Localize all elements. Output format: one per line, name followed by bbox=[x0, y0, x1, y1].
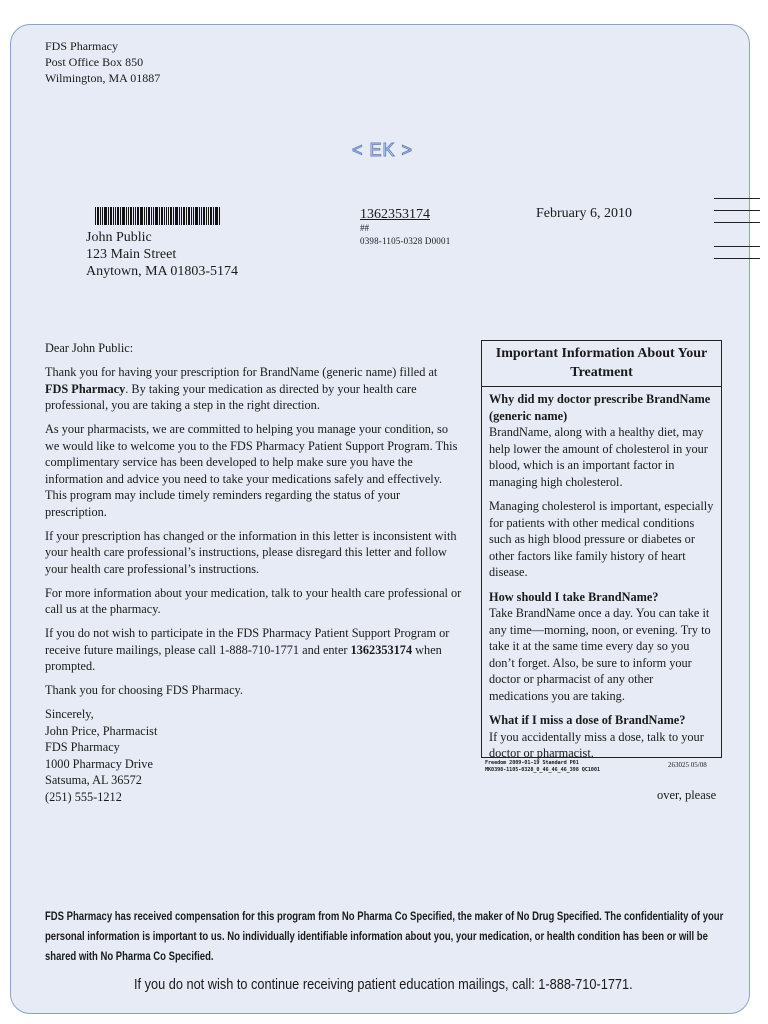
return-address-line: Wilmington, MA 01887 bbox=[45, 71, 161, 85]
barcode-bar bbox=[208, 207, 209, 225]
answer-3: If you accidentally miss a dose, talk to your doctor or pharmacist. bbox=[489, 729, 704, 760]
barcode-bar bbox=[122, 207, 125, 225]
fold-mark bbox=[714, 222, 760, 223]
barcode-bar bbox=[193, 207, 194, 225]
paragraph-5 bbox=[45, 625, 463, 675]
fold-mark bbox=[714, 198, 760, 199]
barcode-bar bbox=[159, 207, 160, 225]
recipient-address bbox=[86, 229, 238, 280]
barcode-bar bbox=[148, 207, 150, 225]
barcode-bar bbox=[115, 207, 116, 225]
text: when prompted. bbox=[45, 642, 442, 673]
letter-date: February 6, 2010 bbox=[536, 206, 633, 221]
text: Thank you for having your prescription for BrandName (generic name) filled at bbox=[45, 365, 438, 379]
barcode-bar bbox=[144, 207, 145, 225]
barcode-bar bbox=[195, 207, 198, 225]
barcode-bar bbox=[173, 207, 174, 225]
print-code-line: MK0398-1105-0328_0_46_46_46_398 QC1001 bbox=[485, 767, 600, 773]
barcode-bar bbox=[108, 207, 109, 225]
optout-code: 1362353174 bbox=[350, 642, 413, 657]
barcode-bar bbox=[175, 207, 178, 225]
recipient-city: Anytown, MA 01803-5174 bbox=[86, 264, 239, 279]
barcode-bar bbox=[215, 207, 218, 225]
barcode-bar bbox=[137, 207, 139, 225]
answer-2: Take BrandName once a day. You can take it any time—morning, noon, or evening. Try to take it at the same time every day so you don’t forget. Also, be sure to inform your doctor or pharmacist of any other medications you are taking. bbox=[489, 606, 711, 703]
barcode-bar bbox=[183, 207, 185, 225]
barcode-bar bbox=[181, 207, 182, 225]
disclaimer: FDS Pharmacy has received compensation for this program from No Pharma Co Specified, the maker of No Drug Specified. The confidentiality of your personal information is important to us. No individually identifiable information about you, your medication, or health condition has been or will be shared with No Pharma Co Specified. bbox=[45, 910, 724, 963]
barcode-bar bbox=[110, 207, 112, 225]
signature-block bbox=[45, 706, 463, 805]
barcode-bar bbox=[166, 207, 167, 225]
signer-street: 1000 Pharmacy Drive bbox=[45, 756, 153, 771]
reference-hash: ## bbox=[360, 223, 369, 233]
barcode-bar bbox=[113, 207, 114, 225]
signer-city: Satsuma, AL 36572 bbox=[45, 773, 142, 787]
pharmacy-name: FDS Pharmacy bbox=[45, 381, 126, 396]
recipient-name: John Public bbox=[86, 230, 152, 245]
barcode-bar bbox=[120, 207, 121, 225]
barcode-bar bbox=[206, 207, 207, 225]
barcode-bar bbox=[161, 207, 163, 225]
barcode-bar bbox=[188, 207, 190, 225]
info-box-body bbox=[482, 387, 721, 762]
barcode-bar bbox=[140, 207, 143, 225]
fold-marks bbox=[714, 198, 760, 268]
return-address-line: FDS Pharmacy bbox=[45, 39, 118, 53]
optout-notice: If you do not wish to continue receiving patient education mailings, call: 1-888-710-1771. bbox=[134, 977, 633, 993]
barcode-bar bbox=[170, 207, 172, 225]
reference-number: 1362353174 bbox=[360, 207, 430, 222]
text: . By taking your medication as directed by your health care professional, you are taking a step in the right direction. bbox=[45, 381, 417, 412]
paragraph-2: As your pharmacists, we are committed to helping you manage your condition, so we would like to welcome you to the FDS Pharmacy Patient Support Program. This complimentary service has been developed to help make sure you have the information and advice you need to take your medications safely and effectively. This program may include timely reminders regarding the status of your prescription. bbox=[45, 422, 458, 519]
reference-code: 0398-1105-0328 D0001 bbox=[360, 236, 451, 246]
fold-mark bbox=[714, 246, 760, 247]
barcode-bar bbox=[210, 207, 212, 225]
fold-mark bbox=[714, 258, 760, 259]
signer-org: FDS Pharmacy bbox=[45, 740, 120, 754]
return-address bbox=[45, 38, 160, 86]
recipient-street: 123 Main Street bbox=[86, 247, 177, 262]
barcode-bar bbox=[219, 207, 220, 225]
barcode-bar bbox=[128, 207, 129, 225]
fold-mark bbox=[714, 210, 760, 211]
barcode-bar bbox=[201, 207, 202, 225]
closing: Sincerely, bbox=[45, 707, 94, 721]
paragraph-3: If your prescription has changed or the information in this letter is inconsistent with your health care professional’s instructions, please disregard this letter and follow your health care professional’s instructions. bbox=[45, 528, 457, 576]
barcode-bar bbox=[126, 207, 127, 225]
barcode-bar bbox=[203, 207, 205, 225]
barcode-bar bbox=[133, 207, 134, 225]
barcode-bar bbox=[155, 207, 158, 225]
barcode-bar bbox=[104, 207, 107, 225]
barcode-bar bbox=[168, 207, 169, 225]
info-box-title: Important Information About Your Treatment bbox=[482, 341, 721, 387]
barcode-bar bbox=[151, 207, 152, 225]
barcode-bar bbox=[100, 207, 101, 225]
signer-phone: (251) 555-1212 bbox=[45, 789, 122, 804]
barcode-bar bbox=[153, 207, 154, 225]
barcode-bar bbox=[179, 207, 180, 225]
barcode-bar bbox=[199, 207, 200, 225]
paragraph-1 bbox=[45, 364, 463, 414]
barcode-bar bbox=[117, 207, 119, 225]
question-2: How should I take BrandName? bbox=[489, 589, 659, 604]
barcode-bar bbox=[97, 207, 99, 225]
answer-1b: Managing cholesterol is important, especially for patients with other medical conditions such as high blood pressure or diabetes or other factors like family history of heart disease. bbox=[489, 499, 714, 579]
barcode-bar bbox=[164, 207, 165, 225]
question-1: Why did my doctor prescribe BrandName (generic name) bbox=[489, 392, 711, 423]
barcode-bar bbox=[213, 207, 214, 225]
barcode-bar bbox=[186, 207, 187, 225]
print-code-line: Freedom 2009-01-19 Standard P01 bbox=[485, 760, 579, 766]
print-code-right: 263025 05/08 bbox=[668, 761, 707, 769]
barcode-bar bbox=[102, 207, 103, 225]
ek-mark: < EK > bbox=[352, 140, 414, 160]
return-address-line: Post Office Box 850 bbox=[45, 55, 144, 69]
signer-name: John Price, Pharmacist bbox=[45, 723, 158, 738]
answer-1: BrandName, along with a healthy diet, may help lower the amount of cholesterol in your blood, which is an important factor in managing high cholesterol. bbox=[489, 425, 708, 489]
text: If you do not wish to participate in the FDS Pharmacy Patient Support Program or receive future mailings, please call 1-888-710-1771 and enter bbox=[45, 626, 450, 657]
info-box bbox=[481, 340, 722, 758]
letter-body bbox=[45, 340, 463, 805]
barcode-bar bbox=[135, 207, 136, 225]
barcode-bar bbox=[191, 207, 192, 225]
over-please: over, please bbox=[657, 788, 717, 802]
salutation: Dear John Public: bbox=[45, 341, 134, 355]
question-3: What if I miss a dose of BrandName? bbox=[489, 713, 686, 727]
paragraph-4: For more information about your medication, talk to your health care professional or call us at the pharmacy. bbox=[45, 585, 462, 616]
print-code bbox=[485, 760, 600, 774]
paragraph-6: Thank you for choosing FDS Pharmacy. bbox=[45, 683, 243, 697]
barcode-bar bbox=[95, 207, 96, 225]
postal-barcode bbox=[95, 207, 223, 225]
barcode-bar bbox=[146, 207, 147, 225]
barcode-bar bbox=[130, 207, 132, 225]
